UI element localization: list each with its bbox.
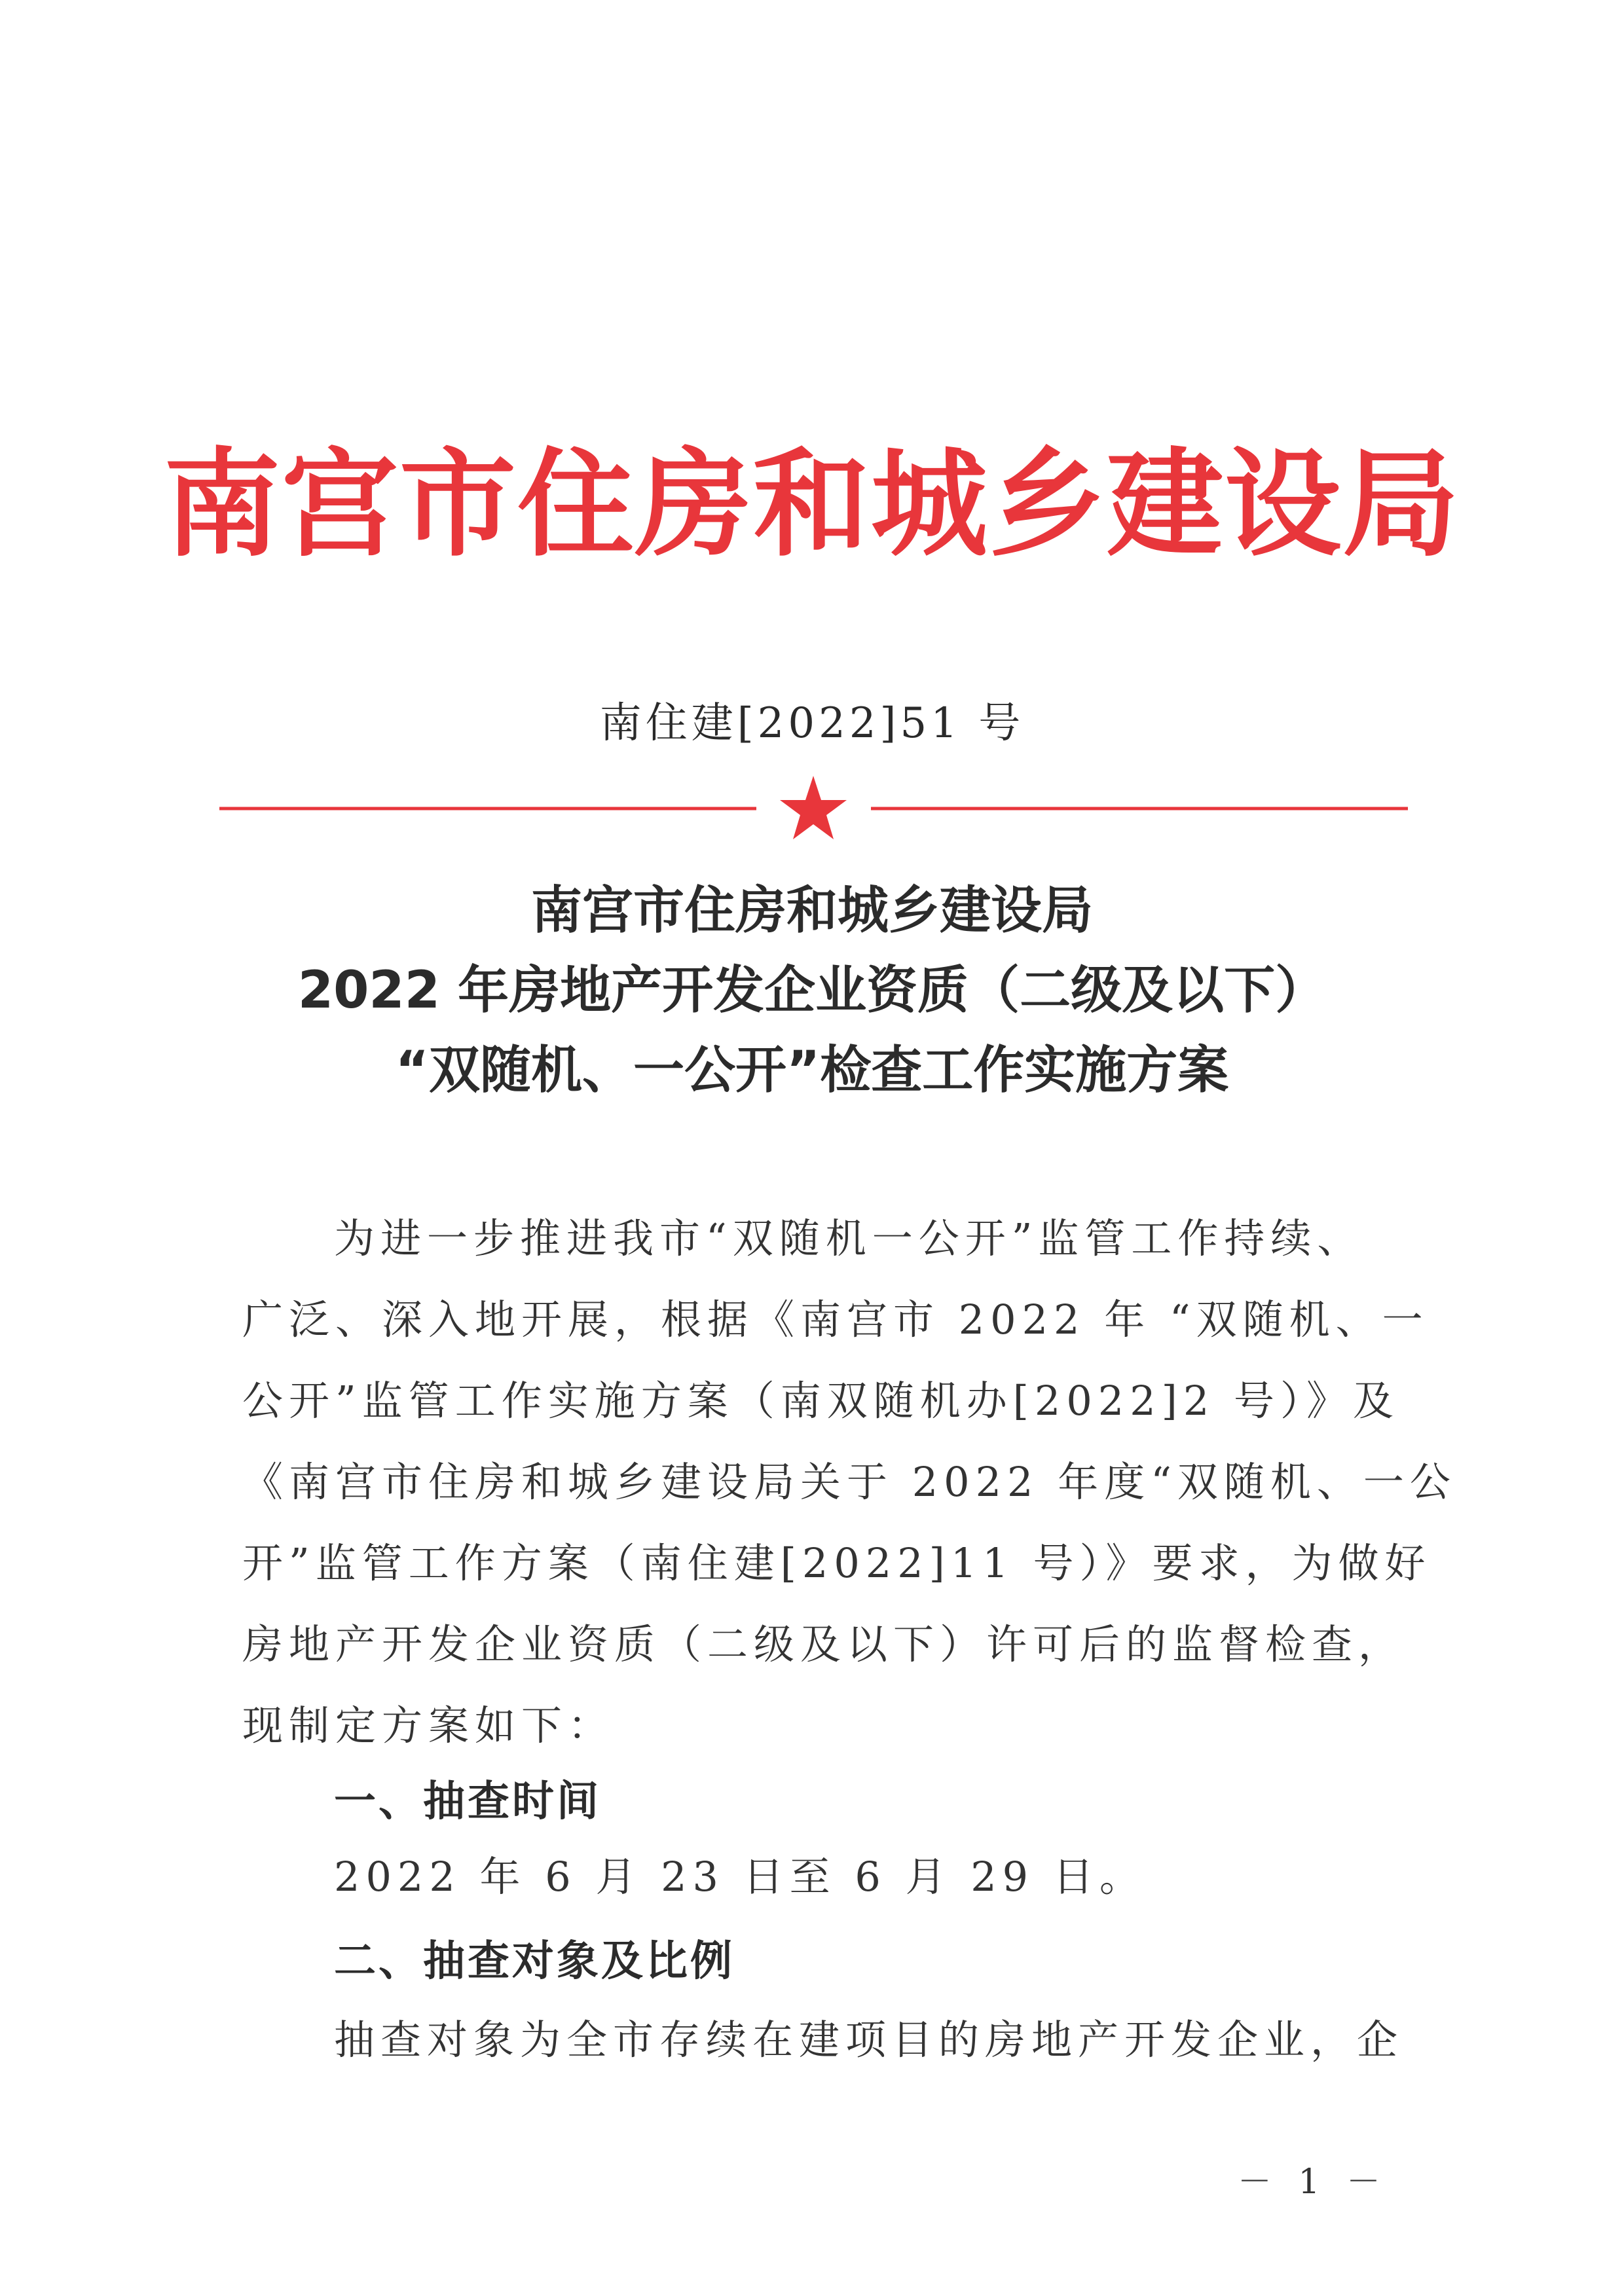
intro-line: 开”监管工作方案（南住建[2022]11 号）》要求，为做好 [242,1539,1431,1587]
title-line-1: 南宫市住房和城乡建设局 [530,881,1093,940]
intro-line: 现制定方案如下： [242,1702,615,1749]
section-2-heading: 二、抽查对象及比例 [334,1937,735,1986]
section-1-line: 2022 年 6 月 23 日至 6 月 29 日。 [334,1853,1146,1901]
section-1-text [334,1836,1483,1918]
intro-paragraph [242,1198,1456,1787]
section-1-heading: 一、抽查时间 [334,1777,601,1826]
intro-line: 广泛、深入地开展，根据《南宫市 2022 年 “双随机、一 [242,1296,1429,1343]
title-line-2: 2022 年房地产开发企业资质（二级及以下） [297,961,1327,1020]
document-number: 南住建[2022]51 号 [599,699,1025,748]
title-line-3: “双随机、一公开”检查工作实施方案 [395,1041,1229,1100]
intro-line: 房地产开发企业资质（二级及以下）许可后的监督检查， [242,1620,1405,1668]
page-number: － 1 － [1237,2162,1388,2202]
org-header-title: 南宫市住房和城乡建设局 [164,435,1460,572]
star-icon [780,776,847,839]
red-divider [219,776,1408,854]
section-2-text [334,1999,1483,2081]
document-title [0,871,1624,1110]
intro-line: 公开”监管工作实施方案（南双随机办[2022]2 号）》及 [242,1377,1400,1425]
intro-line: 为进一步推进我市“双随机一公开”监管工作持续、 [334,1214,1364,1262]
intro-line: 《南宫市住房和城乡建设局关于 2022 年度“双随机、一公 [242,1458,1456,1506]
section-2-line: 抽查对象为全市存续在建项目的房地产开发企业，企 [334,2016,1404,2064]
